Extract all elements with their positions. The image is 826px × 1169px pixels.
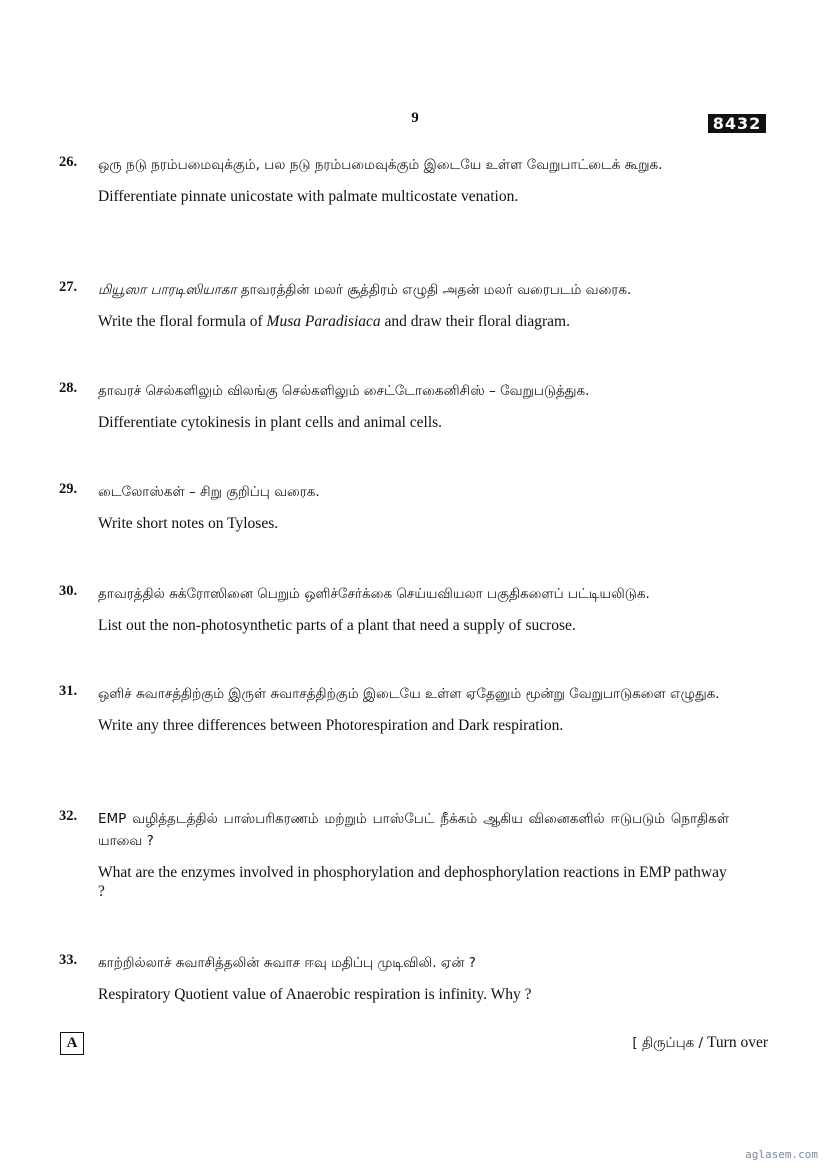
species-name: Musa Paradisiaca bbox=[266, 313, 381, 330]
question-tamil: ஒளிச் சுவாசத்திற்கும் இருள் சுவாசத்திற்கும் இடையே உள்ள ஏதேனும் மூன்று வேறுபாடுகளை எழுதுக. bbox=[98, 686, 720, 702]
question-english: Respiratory Quotient value of Anaerobic respiration is infinity. Why ? bbox=[98, 986, 532, 1003]
question-english: Write short notes on Tyloses. bbox=[98, 515, 279, 532]
species-name-tamil: மியூஸா பாரடிஸியாகா bbox=[98, 282, 237, 298]
question-tamil: தாவரத்தில் சுக்ரோஸினை பெறும் ஒளிச்சேர்க்கை செய்யவியலா பகுதிகளைப் பட்டியலிடுக. bbox=[98, 586, 650, 602]
question-tamil: டைலோஸ்கள் – சிறு குறிப்பு வரைக. bbox=[98, 484, 320, 500]
question-english: Differentiate cytokinesis in plant cells and animal cells. bbox=[98, 414, 443, 431]
turn-over-tamil: [ திருப்புக / bbox=[632, 1035, 704, 1051]
question-number: 26. bbox=[59, 154, 78, 170]
question-tamil: ஒரு நடு நரம்பமைவுக்கும், பல நடு நரம்பமைவுக்கும் இடையே உள்ள வேறுபாட்டைக் கூறுக. bbox=[98, 157, 663, 173]
question-english-before: Write the floral formula of bbox=[98, 313, 267, 330]
question-english: Write any three differences between Photorespiration and Dark respiration. bbox=[98, 717, 564, 734]
question-31 bbox=[59, 683, 729, 735]
question-tamil: தாவரச் செல்களிலும் விலங்கு செல்களிலும் சைட்டோகைனிசிஸ் – வேறுபடுத்துக. bbox=[98, 383, 590, 399]
question-number: 31. bbox=[59, 683, 78, 699]
question-26 bbox=[59, 154, 729, 206]
question-tamil: EMP வழித்தடத்தில் பாஸ்பரிகரணம் மற்றும் பாஸ்பேட் நீக்கம் ஆகிய வினைகளில் ஈடுபடும் நொதிகள் யாவை ? bbox=[98, 811, 729, 849]
question-32 bbox=[59, 808, 729, 901]
question-tamil-rest: தாவரத்தின் மலர் சூத்திரம் எழுதி அதன் மலர் வரைபடம் வரைக. bbox=[236, 282, 632, 298]
series-label: A bbox=[60, 1032, 84, 1055]
paper-code: 8432 bbox=[708, 114, 766, 133]
question-27 bbox=[59, 279, 729, 331]
question-number: 32. bbox=[59, 808, 78, 824]
watermark: aglasem.com bbox=[745, 1148, 818, 1161]
question-number: 27. bbox=[59, 279, 78, 295]
question-number: 29. bbox=[59, 481, 78, 497]
question-number: 28. bbox=[59, 380, 78, 396]
question-30 bbox=[59, 583, 729, 635]
question-tamil: காற்றில்லாச் சுவாசித்தலின் சுவாச ஈவு மதிப்பு முடிவிலி. ஏன் ? bbox=[98, 955, 476, 971]
question-tamil bbox=[98, 279, 729, 301]
page-number: 9 bbox=[411, 110, 419, 126]
turn-over-english: Turn over bbox=[703, 1034, 768, 1051]
question-english-after: and draw their floral diagram. bbox=[380, 313, 570, 330]
question-number: 33. bbox=[59, 952, 78, 968]
question-29 bbox=[59, 481, 729, 533]
question-28 bbox=[59, 380, 729, 432]
question-33 bbox=[59, 952, 729, 1004]
turn-over-note bbox=[632, 1034, 768, 1053]
question-english: What are the enzymes involved in phosphorylation and dephosphorylation reactions in EMP pathway ? bbox=[98, 864, 727, 900]
question-english: Differentiate pinnate unicostate with palmate multicostate venation. bbox=[98, 188, 519, 205]
question-english bbox=[98, 312, 729, 331]
question-number: 30. bbox=[59, 583, 78, 599]
question-english: List out the non-photosynthetic parts of a plant that need a supply of sucrose. bbox=[98, 617, 576, 634]
